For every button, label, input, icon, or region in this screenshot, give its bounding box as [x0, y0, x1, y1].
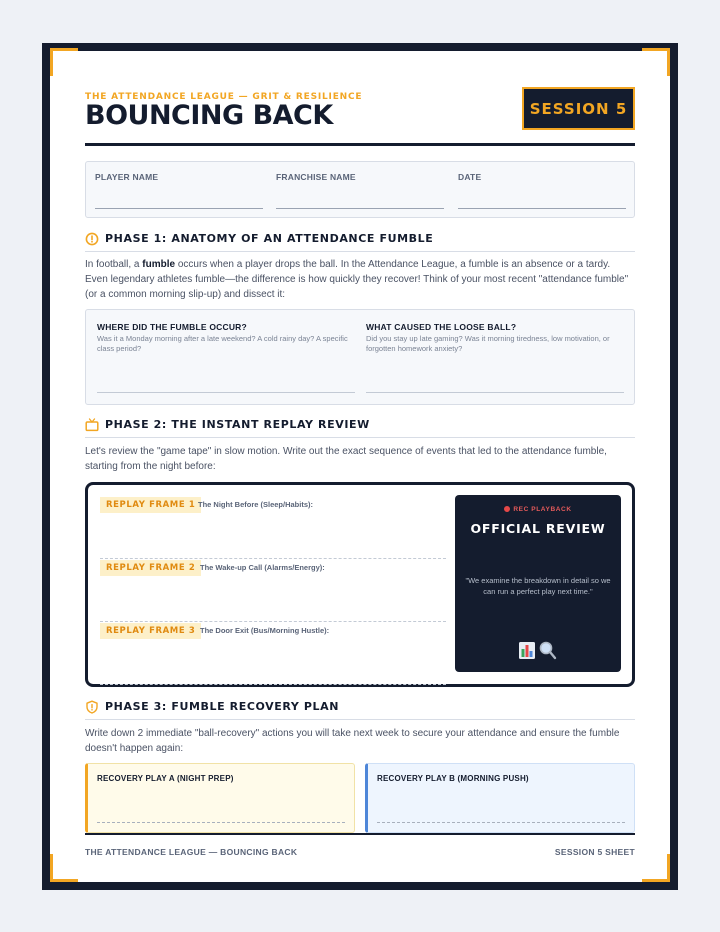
recovery-play-a-line — [97, 822, 345, 823]
phase2-title: PHASE 2: THE INSTANT REPLAY REVIEW — [105, 418, 370, 431]
shield-icon — [85, 700, 99, 714]
replay-frame-1[interactable] — [100, 497, 446, 559]
replay-frame-label: The Night Before (Sleep/Habits): — [198, 500, 314, 509]
replay-frame-tag: REPLAY FRAME 1 — [100, 497, 201, 513]
alert-circle-icon — [85, 232, 99, 246]
fumble-location-answer-line[interactable] — [97, 392, 355, 393]
player-info-box — [85, 161, 635, 218]
replay-frame-3[interactable] — [100, 623, 446, 685]
page-title: BOUNCING BACK — [85, 100, 333, 131]
phase1-header — [85, 232, 635, 252]
corner-accent — [642, 854, 670, 882]
tv-icon — [85, 418, 99, 432]
replay-frame-tag: REPLAY FRAME 3 — [100, 623, 201, 639]
phase3-title: PHASE 3: FUMBLE RECOVERY PLAN — [105, 700, 340, 713]
corner-accent — [50, 854, 78, 882]
recovery-play-b-label: RECOVERY PLAY B (MORNING PUSH) — [377, 774, 529, 783]
official-review-title: OFFICIAL REVIEW — [470, 521, 606, 536]
player-name-label: PLAYER NAME — [95, 172, 159, 182]
rec-playback-indicator: REC PLAYBACK — [455, 506, 621, 513]
franchise-name-label: FRANCHISE NAME — [276, 172, 356, 182]
date-label: DATE — [458, 172, 482, 182]
phase1-title: PHASE 1: ANATOMY OF AN ATTENDANCE FUMBLE — [105, 232, 434, 245]
recovery-play-a-box[interactable] — [85, 763, 355, 833]
chart-magnifier-icon — [455, 640, 621, 665]
phase2-intro: Let's review the "game tape" in slow motion. Write out the exact sequence of events that led to the attendance fumble, starting from the night before: — [85, 446, 607, 472]
instant-replay-panel — [85, 482, 635, 687]
phase3-header — [85, 700, 635, 720]
replay-frame-2[interactable] — [100, 560, 446, 622]
footer-left: THE ATTENDANCE LEAGUE — BOUNCING BACK — [85, 847, 298, 857]
phase1-intro: In football, a fumble occurs when a player drops the ball. In the Attendance League, a fumble is an absence or a tardy. Even legendary athletes fumble—the difference is how quickly they recover! Think of your most recent "attendance fumble" (or a common morning slip-up) and dissect it: — [85, 259, 629, 300]
session-badge: SESSION 5 — [522, 87, 635, 130]
date-field[interactable] — [458, 208, 626, 209]
recovery-play-b-line — [377, 822, 625, 823]
phase3-intro: Write down 2 immediate "ball-recovery" actions you will take next week to secure your attendance and ensure the fumble doesn't happen again: — [85, 728, 620, 754]
replay-frame-label: The Door Exit (Bus/Morning Hustle): — [200, 626, 330, 635]
corner-accent — [50, 48, 78, 76]
franchise-name-field[interactable] — [276, 208, 444, 209]
replay-frame-label: The Wake-up Call (Alarms/Energy): — [200, 563, 325, 572]
question-fumble-location: WHERE DID THE FUMBLE OCCUR? Was it a Monday morning after a late weekend? A cold rainy day? A specific class period? — [97, 322, 348, 353]
phase2-header — [85, 418, 635, 438]
record-dot-icon — [504, 506, 510, 512]
header-divider — [85, 143, 635, 146]
replay-frame-tag: REPLAY FRAME 2 — [100, 560, 201, 576]
footer-right: SESSION 5 SHEET — [554, 847, 635, 857]
recovery-play-b-box[interactable] — [365, 763, 635, 833]
header-kicker: THE ATTENDANCE LEAGUE — GRIT & RESILIENCE — [85, 92, 363, 102]
fumble-cause-answer-line[interactable] — [366, 392, 624, 393]
recovery-play-a-label: RECOVERY PLAY A (NIGHT PREP) — [97, 774, 234, 783]
footer-divider — [85, 833, 635, 835]
question-fumble-cause: WHAT CAUSED THE LOOSE BALL? Did you stay up late gaming? Was it morning tiredness, low motivation, or forgotten homework anxiety? — [366, 322, 610, 353]
fumble-questions-box — [85, 309, 635, 405]
review-quote: "We examine the breakdown in detail so we can run a perfect play next time." — [465, 576, 611, 596]
player-name-field[interactable] — [95, 208, 263, 209]
corner-accent — [642, 48, 670, 76]
official-review-card — [455, 495, 621, 672]
